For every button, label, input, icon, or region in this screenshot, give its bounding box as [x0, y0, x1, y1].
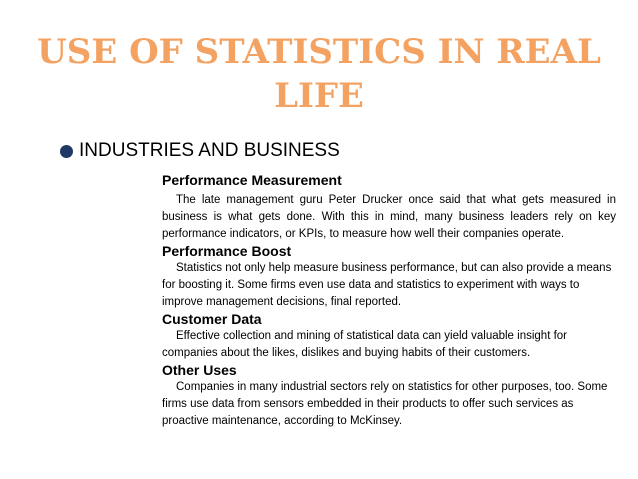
section-body: Companies in many industrial sectors rely on statistics for other purposes, too. Some firms use data from sensors embedded in their products to offer such services as proactive maintenance, according to McKinsey. [162, 381, 608, 427]
bullet-item [60, 140, 340, 162]
section-performance-boost [162, 243, 616, 311]
section-body: Statistics not only help measure business performance, but can also provide a means for boosting it. Some firms even use data and statistics to experiment with ways to improve management decisions, final reported. [162, 262, 612, 308]
bullet-label: INDUSTRIES AND BUSINESS [79, 140, 340, 161]
section-heading: Performance Boost [162, 243, 292, 259]
section-performance-measurement [162, 172, 616, 243]
section-customer-data [162, 311, 616, 362]
section-body: Effective collection and mining of statistical data can yield valuable insight for companies about the likes, dislikes and buying habits of their customers. [162, 330, 568, 359]
sections-container [162, 172, 616, 430]
slide-title: USE OF STATISTICS IN REAL LIFE [37, 32, 601, 116]
section-body: The late management guru Peter Drucker once said that what gets measured in business is what gets done. With this in mind, many business leaders rely on key performance indicators, or KPIs, to measure how well their companies operate. [162, 194, 616, 240]
section-heading: Other Uses [162, 362, 237, 378]
bullet-dot-icon [60, 145, 73, 158]
section-heading: Performance Measurement [162, 172, 342, 188]
section-heading: Customer Data [162, 311, 262, 327]
section-other-uses [162, 362, 616, 430]
